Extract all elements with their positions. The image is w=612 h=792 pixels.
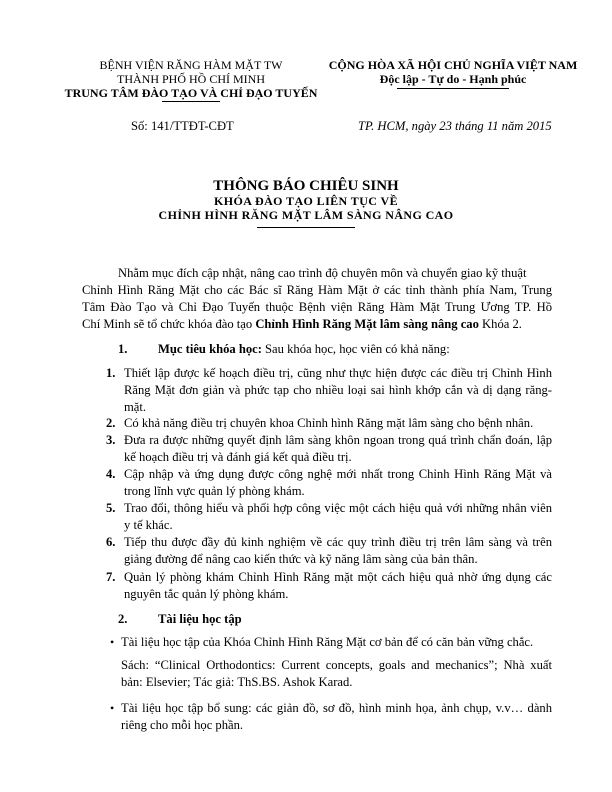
objective-3-line-2: kế hoạch điều trị và đánh giá kết quả điều trị. bbox=[124, 450, 352, 464]
intro-text-c: Khóa 2. bbox=[478, 317, 522, 331]
objective-3-number: 3. bbox=[106, 433, 116, 447]
materials-bullet-1: Tài liệu học tập của Khóa Chỉnh Hình Răng Mặt cơ bản để có căn bản vững chắc. bbox=[121, 635, 534, 649]
intro-line-2: Chỉnh Hình Răng Mặt cho các Bác sĩ Răng Hàm Mặt ở các tỉnh thành phía Nam, Trung bbox=[82, 283, 552, 297]
course-name-emphasis: Chỉnh Hình Răng Mặt lâm sàng nâng cao bbox=[255, 317, 479, 331]
nation-motto: Độc lập - Tự do - Hạnh phúc bbox=[379, 72, 527, 86]
document-subtitle-1: KHÓA ĐÀO TẠO LIÊN TỤC VỀ bbox=[214, 194, 398, 208]
objective-1-line-1: Thiết lập được kế hoạch điều trị, cũng như thực hiện được các điều trị Chỉnh Hình bbox=[124, 366, 552, 380]
objective-1-number: 1. bbox=[106, 366, 116, 380]
objective-5-line-2: y tế khác. bbox=[124, 518, 173, 532]
objective-7-line-2: nguyên tắc quản lý phòng khám. bbox=[124, 587, 289, 601]
objective-5-number: 5. bbox=[106, 501, 116, 515]
objective-7-number: 7. bbox=[106, 570, 116, 584]
org-line-2: THÀNH PHỐ HỒ CHÍ MINH bbox=[117, 72, 265, 86]
nation-name: CỘNG HÒA XÃ HỘI CHỦ NGHĨA VIỆT NAM bbox=[328, 58, 578, 72]
section-2-number: 2. bbox=[118, 612, 128, 626]
objective-2-number: 2. bbox=[106, 416, 116, 430]
objective-6-number: 6. bbox=[106, 535, 116, 549]
objective-6-line-1: Tiếp thu được đầy đủ kinh nghiệm về các quy trình điều trị trên lâm sàng và trên bbox=[124, 535, 552, 549]
objective-1-line-3: mặt. bbox=[124, 400, 147, 414]
document-title: THÔNG BÁO CHIÊU SINH bbox=[213, 178, 399, 194]
issuing-organization bbox=[60, 58, 322, 100]
document-subtitle-2: CHỈNH HÌNH RĂNG MẶT LÂM SÀNG NÂNG CAO bbox=[158, 208, 454, 222]
document-number: Số: 141/TTĐT-CĐT bbox=[131, 119, 234, 133]
section-2-heading: Tài liệu học tập bbox=[158, 612, 242, 626]
org-underline bbox=[162, 101, 220, 102]
intro-line-3: Tâm Đào Tạo và Chỉ Đạo Tuyến thuộc Bệnh viện Răng Hàm Mặt Trung Ương TP. Hồ bbox=[82, 300, 552, 314]
intro-text-a: Chí Minh sẽ tổ chức khóa đào tạo bbox=[82, 317, 256, 331]
intro-line-1: Nhằm mục đích cập nhật, nâng cao trình độ chuyên môn và chuyển giao kỹ thuật bbox=[118, 266, 527, 280]
objective-7-line-1: Quản lý phòng khám Chỉnh Hình Răng mặt một cách hiệu quả nhờ ứng dụng các bbox=[124, 570, 552, 584]
section-1-title: Mục tiêu khóa học: bbox=[158, 342, 262, 356]
intro-line-4 bbox=[82, 316, 522, 332]
objective-1-line-2: Răng Mặt đơn giản và phức tạp cho nhiều loại sai hình khớp cắn và dị dạng răng- bbox=[124, 383, 552, 397]
textbook-line-2: bản: Elsevier; Tác giả: ThS.BS. Ashok Karad. bbox=[121, 675, 353, 689]
org-line-1: BỆNH VIỆN RĂNG HÀM MẶT TW bbox=[99, 58, 283, 72]
objective-4-line-1: Cập nhập và ứng dụng được công nghệ mới nhất trong Chỉnh Hình Răng Mặt và bbox=[124, 467, 552, 481]
title-underline bbox=[257, 227, 355, 228]
objective-3-line-1: Đưa ra được những quyết định lâm sàng khôn ngoan trong quá trình chẩn đoán, lập bbox=[124, 433, 552, 447]
objective-5-line-1: Trao đổi, thông hiểu và phối hợp công việc một cách hiệu quả với những nhân viên bbox=[124, 501, 552, 515]
motto-underline bbox=[397, 88, 509, 89]
bullet-1-glyph: • bbox=[110, 635, 115, 649]
section-1-heading bbox=[158, 341, 450, 357]
materials-bullet-2-line-2: riêng cho mỗi học phần. bbox=[121, 718, 244, 732]
objective-4-number: 4. bbox=[106, 467, 116, 481]
objective-2-line-1: Có khả năng điều trị chuyên khoa Chỉnh hình Răng mặt lâm sàng cho bệnh nhân. bbox=[124, 416, 534, 430]
objective-6-line-2: giảng đường để nâng cao kiến thức và kỹ năng lâm sàng của bản thân. bbox=[124, 552, 478, 566]
textbook-line-1: Sách: “Clinical Orthodontics: Current concepts, goals and mechanics”; Nhà xuất bbox=[121, 658, 552, 672]
org-line-3: TRUNG TÂM ĐÀO TẠO VÀ CHỈ ĐẠO TUYẾN bbox=[64, 86, 318, 100]
materials-bullet-2-line-1: Tài liệu học tập bổ sung: các giản đồ, sơ đồ, hình minh họa, ảnh chụp, v.v… dành bbox=[121, 701, 552, 715]
national-heading bbox=[318, 58, 588, 86]
bullet-2-glyph: • bbox=[110, 701, 115, 715]
objective-4-line-2: trong lĩnh vực quản lý phòng khám. bbox=[124, 484, 305, 498]
place-and-date: TP. HCM, ngày 23 tháng 11 năm 2015 bbox=[358, 119, 552, 133]
section-1-number: 1. bbox=[118, 342, 128, 356]
section-1-intro: Sau khóa học, học viên có khả năng: bbox=[261, 342, 450, 356]
